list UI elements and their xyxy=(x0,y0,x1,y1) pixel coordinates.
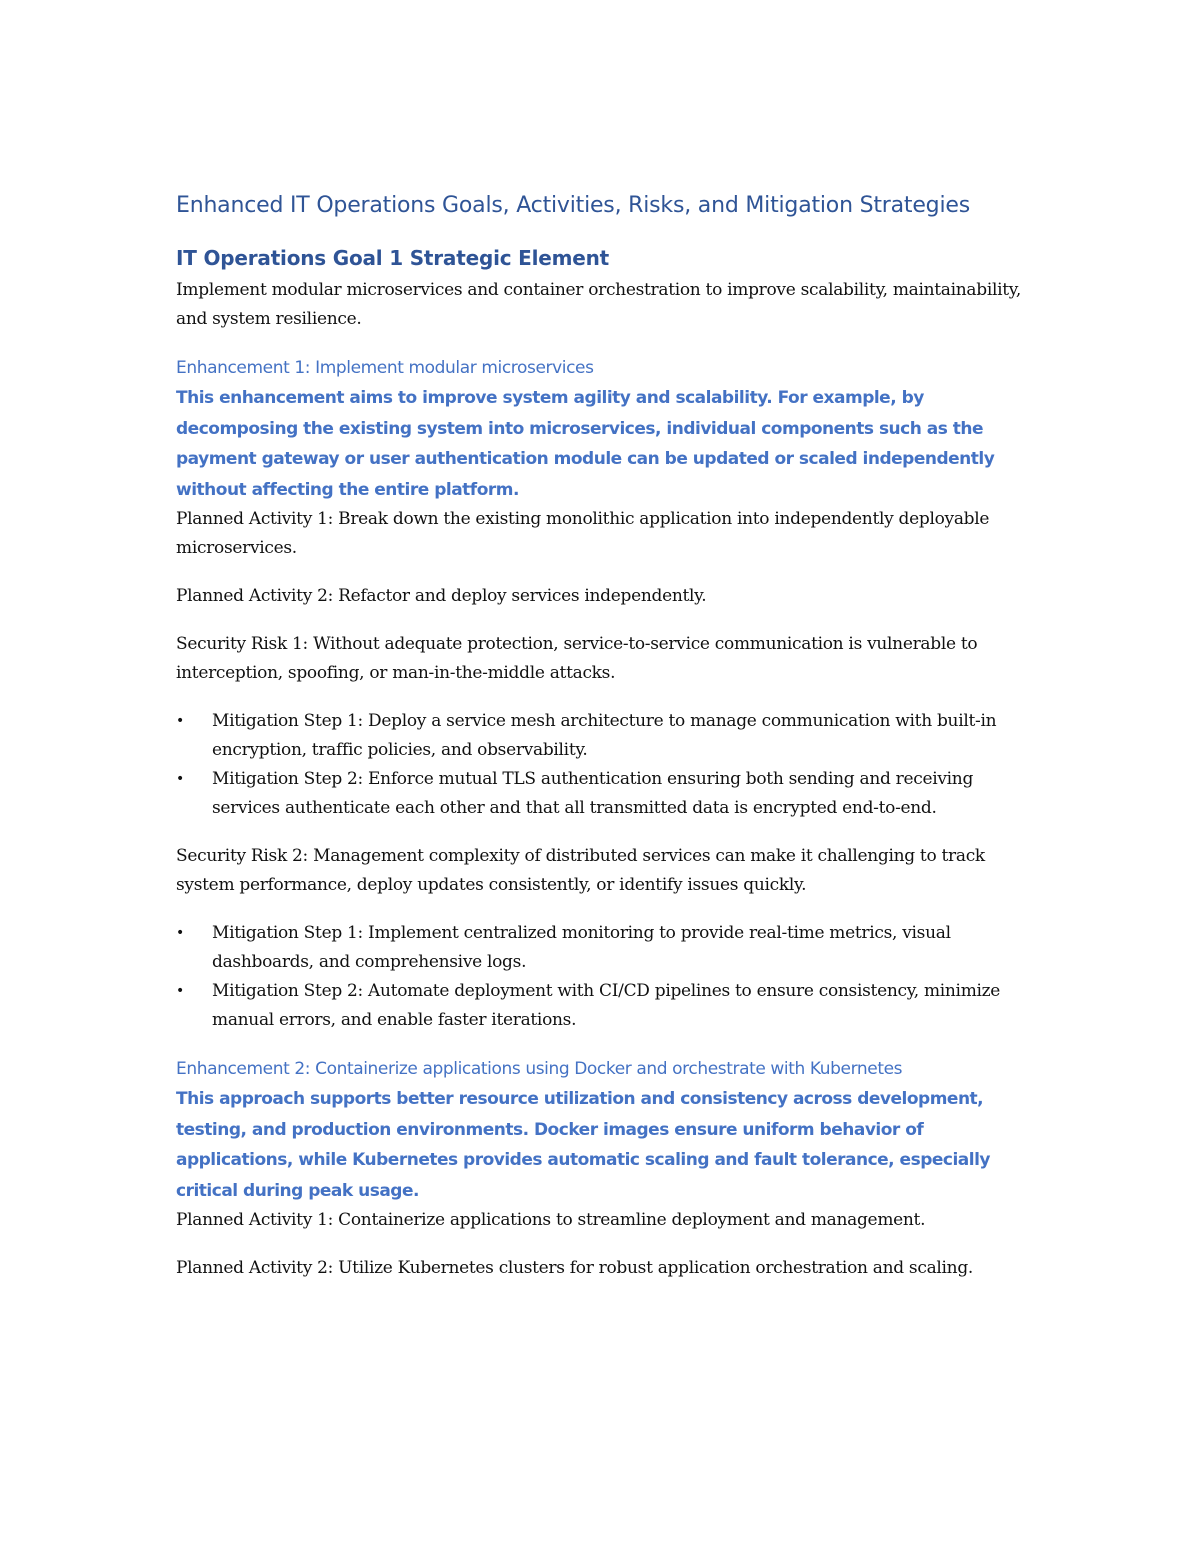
enhancement-1-heading: Enhancement 1: Implement modular microservices xyxy=(176,358,594,378)
enhancement-2-activity-2: Planned Activity 2: Utilize Kubernetes clusters for robust application orchestration and scaling. xyxy=(176,1258,974,1278)
document-title: Enhanced IT Operations Goals, Activities, Risks, and Mitigation Strategies xyxy=(176,193,970,218)
security-risk-2: Security Risk 2: Management complexity of distributed services can make it challenging to track system performance, deploy updates consistently, or identify issues quickly. xyxy=(176,846,985,895)
goal-heading: IT Operations Goal 1 Strategic Element xyxy=(176,246,610,270)
bullet-icon: • xyxy=(176,713,184,729)
bullet-icon: • xyxy=(176,983,184,999)
risk-2-mitigation-1: Mitigation Step 1: Implement centralized monitoring to provide real-time metrics, visual dashboards, and comprehensive logs. xyxy=(212,923,951,972)
risk-2-mitigation-2: Mitigation Step 2: Automate deployment with CI/CD pipelines to ensure consistency, minimize manual errors, and enable faster iterations. xyxy=(212,981,1001,1030)
bullet-icon: • xyxy=(176,925,184,941)
enhancement-1-activity-1: Planned Activity 1: Break down the existing monolithic application into independently deployable microservices. xyxy=(176,509,990,558)
enhancement-2-heading: Enhancement 2: Containerize applications using Docker and orchestrate with Kubernetes xyxy=(176,1059,903,1079)
risk-1-mitigation-1: Mitigation Step 1: Deploy a service mesh architecture to manage communication with built-in encryption, traffic policies, and observability. xyxy=(212,711,997,760)
enhancement-2-description: This approach supports better resource utilization and consistency across development, testing, and production environments. Docker images ensure uniform behavior of applications, while Kubernetes provides automatic scaling and fault tolerance, especially critical during peak usage. xyxy=(176,1089,991,1201)
enhancement-1-activity-2: Planned Activity 2: Refactor and deploy services independently. xyxy=(176,586,707,606)
list-item xyxy=(176,919,1036,977)
list-item xyxy=(176,707,1036,765)
document-content xyxy=(176,190,1036,1302)
bullet-icon: • xyxy=(176,771,184,787)
list-item xyxy=(176,977,1036,1035)
goal-description: Implement modular microservices and container orchestration to improve scalability, maintainability, and system resilience. xyxy=(176,280,1021,329)
risk-2-mitigation-list xyxy=(176,919,1036,1035)
security-risk-1: Security Risk 1: Without adequate protection, service-to-service communication is vulnerable to interception, spoofing, or man-in-the-middle attacks. xyxy=(176,634,978,683)
enhancement-2-activity-1: Planned Activity 1: Containerize applications to streamline deployment and management. xyxy=(176,1210,926,1230)
risk-1-mitigation-list xyxy=(176,707,1036,823)
enhancement-1-description: This enhancement aims to improve system agility and scalability. For example, by decomposing the existing system into microservices, individual components such as the payment gateway or user authentication module can be updated or scaled independently without affecting the entire platform. xyxy=(176,388,995,500)
risk-1-mitigation-2: Mitigation Step 2: Enforce mutual TLS authentication ensuring both sending and receiving services authenticate each other and that all transmitted data is encrypted end-to-end. xyxy=(212,769,974,818)
list-item xyxy=(176,765,1036,823)
